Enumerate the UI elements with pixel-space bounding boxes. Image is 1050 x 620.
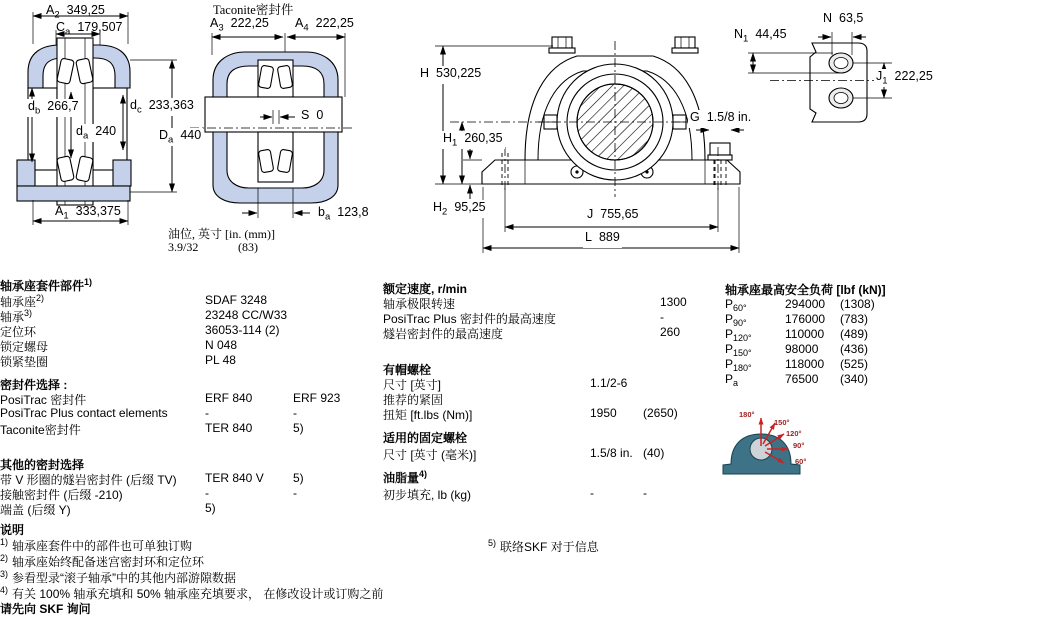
- oil-level-mm: (83): [238, 240, 258, 254]
- taconite-drawing-title: Taconite密封件: [213, 3, 294, 17]
- dim-Da: $D_a$ 440: [159, 128, 202, 146]
- row-load-axial: $P_a$ 76500 (340): [725, 372, 869, 388]
- row-initial-fill: 初步填充, lb (kg) - -: [383, 486, 647, 502]
- grease-heading: 油脂量$^{4)}$: [383, 469, 428, 485]
- dim-A3: $A_3$ 222,25: [210, 16, 269, 34]
- dim-A1: $A_1$ 333,375: [55, 204, 121, 222]
- note-2: $^{2)}$ 轴承座始终配备迷宫密封环和定位环: [0, 553, 205, 569]
- row-taconite-speed: 燧岩密封件的最高速度 260: [383, 325, 681, 341]
- dim-A4: $A_4$ 222,25: [295, 16, 354, 34]
- notes-heading: 说明: [0, 523, 25, 537]
- row-contact-seal: 接触密封件 (后缀 -210) - -: [0, 486, 297, 502]
- dim-dc: $d_c$ 233,363: [130, 98, 194, 116]
- dim-N1: $N_1$ 44,45: [734, 27, 787, 45]
- seals-heading: 密封件选择 :: [0, 378, 68, 392]
- row-locating-ring: 定位环 36053-114 (2): [0, 323, 280, 339]
- row-taconite-seal: Taconite密封件 TER 840 5): [0, 421, 304, 437]
- dim-J1: $J_1$ 222,25: [876, 69, 933, 87]
- speeds-heading: 额定速度, r/min: [383, 282, 468, 296]
- components-heading: 轴承座套件部件$^{1)}$: [0, 277, 93, 293]
- dim-ba: $b_a$ 123,8: [318, 205, 369, 223]
- dim-G: G 1.5/8 in.: [688, 110, 753, 128]
- other-seals-heading: 其他的密封选择: [0, 458, 85, 472]
- row-bearing: 轴承$^{3)}$ 23248 CC/W33: [0, 308, 288, 324]
- note-5: $^{5)}$ 联络SKF 对于信息: [488, 538, 599, 554]
- note-closing: 请先向 SKF 询问: [0, 602, 91, 616]
- note-3: $^{3)}$ 参看型录“滚子轴承”中的其他内部游隙数据: [0, 569, 237, 585]
- dim-L: L 889: [583, 230, 622, 248]
- attach-bolts-heading: 适用的固定螺栓: [383, 431, 468, 445]
- row-bearing-limit-speed: 轴承极限转速 1300: [383, 295, 687, 311]
- row-load-120: $P_{120^\circ}$ 110000 (489): [725, 327, 869, 343]
- row-positrac-plus: PosiTrac Plus contact elements - -: [0, 406, 297, 420]
- oil-level-label: 油位, 英寸 [in. (mm)]: [168, 227, 275, 241]
- cap-bolts-heading: 有帽螺栓: [383, 363, 432, 377]
- row-load-180: $P_{180^\circ}$ 118000 (525): [725, 357, 869, 373]
- dim-H2: $H_2$ 95,25: [433, 200, 486, 218]
- dim-da: $d_a$ 240: [76, 124, 117, 142]
- dim-H: H 530,225: [418, 66, 483, 84]
- row-positrac-seal: PosiTrac 密封件 ERF 840 ERF 923: [0, 391, 341, 407]
- angle-label-60: 60°: [795, 457, 807, 466]
- row-housing: 轴承座$^{2)}$ SDAF 3248: [0, 293, 268, 309]
- row-load-60: $P_{60^\circ}$ 294000 (1308): [725, 297, 875, 313]
- row-attach-bolt-size: 尺寸 [英寸 (毫米)] 1.5/8 in. (40): [383, 446, 665, 462]
- row-lock-washer: 锁紧垫圈 PL 48: [0, 353, 236, 369]
- row-torque: 扭矩 [ft.lbs (Nm)] 1950 (2650): [383, 406, 678, 422]
- note-1: $^{1)}$ 轴承座套件中的部件也可单独订购: [0, 537, 193, 553]
- row-lock-nut: 锁定螺母 N 048: [0, 338, 238, 354]
- angle-label-150: 150°: [774, 418, 790, 427]
- row-taconite-v-seal: 带 V 形圈的燧岩密封件 (后缀 TV) TER 840 V 5): [0, 471, 304, 487]
- angle-label-180: 180°: [739, 410, 755, 419]
- loads-heading: 轴承座最高安全负荷 [lbf (kN)]: [725, 283, 886, 297]
- dim-J: J 755,65: [585, 207, 640, 225]
- row-load-150: $P_{150^\circ}$ 98000 (436): [725, 342, 869, 358]
- dim-A2: $A_2$ 349,25: [46, 3, 105, 21]
- load-direction-diagram: [720, 400, 830, 480]
- dim-db: $d_b$ 266,7: [28, 99, 79, 117]
- dim-N: N 63,5: [823, 11, 864, 25]
- row-end-cover: 端盖 (后缀 Y) 5): [0, 501, 216, 517]
- row-load-90: $P_{90^\circ}$ 176000 (783): [725, 312, 869, 328]
- row-cap-bolt-size: 尺寸 [英寸] 1.1/2-6: [383, 376, 628, 392]
- angle-label-120: 120°: [786, 429, 802, 438]
- oil-level-inches: 3.9/32: [168, 240, 199, 254]
- angle-label-90: 90°: [793, 441, 805, 450]
- dim-S: S 0: [299, 108, 325, 126]
- note-4: $^{4)}$ 有关 100% 轴承充填和 50% 轴承座充填要求， 在修改设计或订购之前: [0, 585, 384, 601]
- row-positrac-plus-speed: PosiTrac Plus 密封件的最高速度 -: [383, 310, 664, 326]
- dim-Ca: $C_a$ 179,507: [56, 20, 123, 38]
- row-recommended-tightening: 推荐的紧固: [383, 393, 444, 407]
- dim-H1: $H_1$ 260,35: [443, 131, 503, 149]
